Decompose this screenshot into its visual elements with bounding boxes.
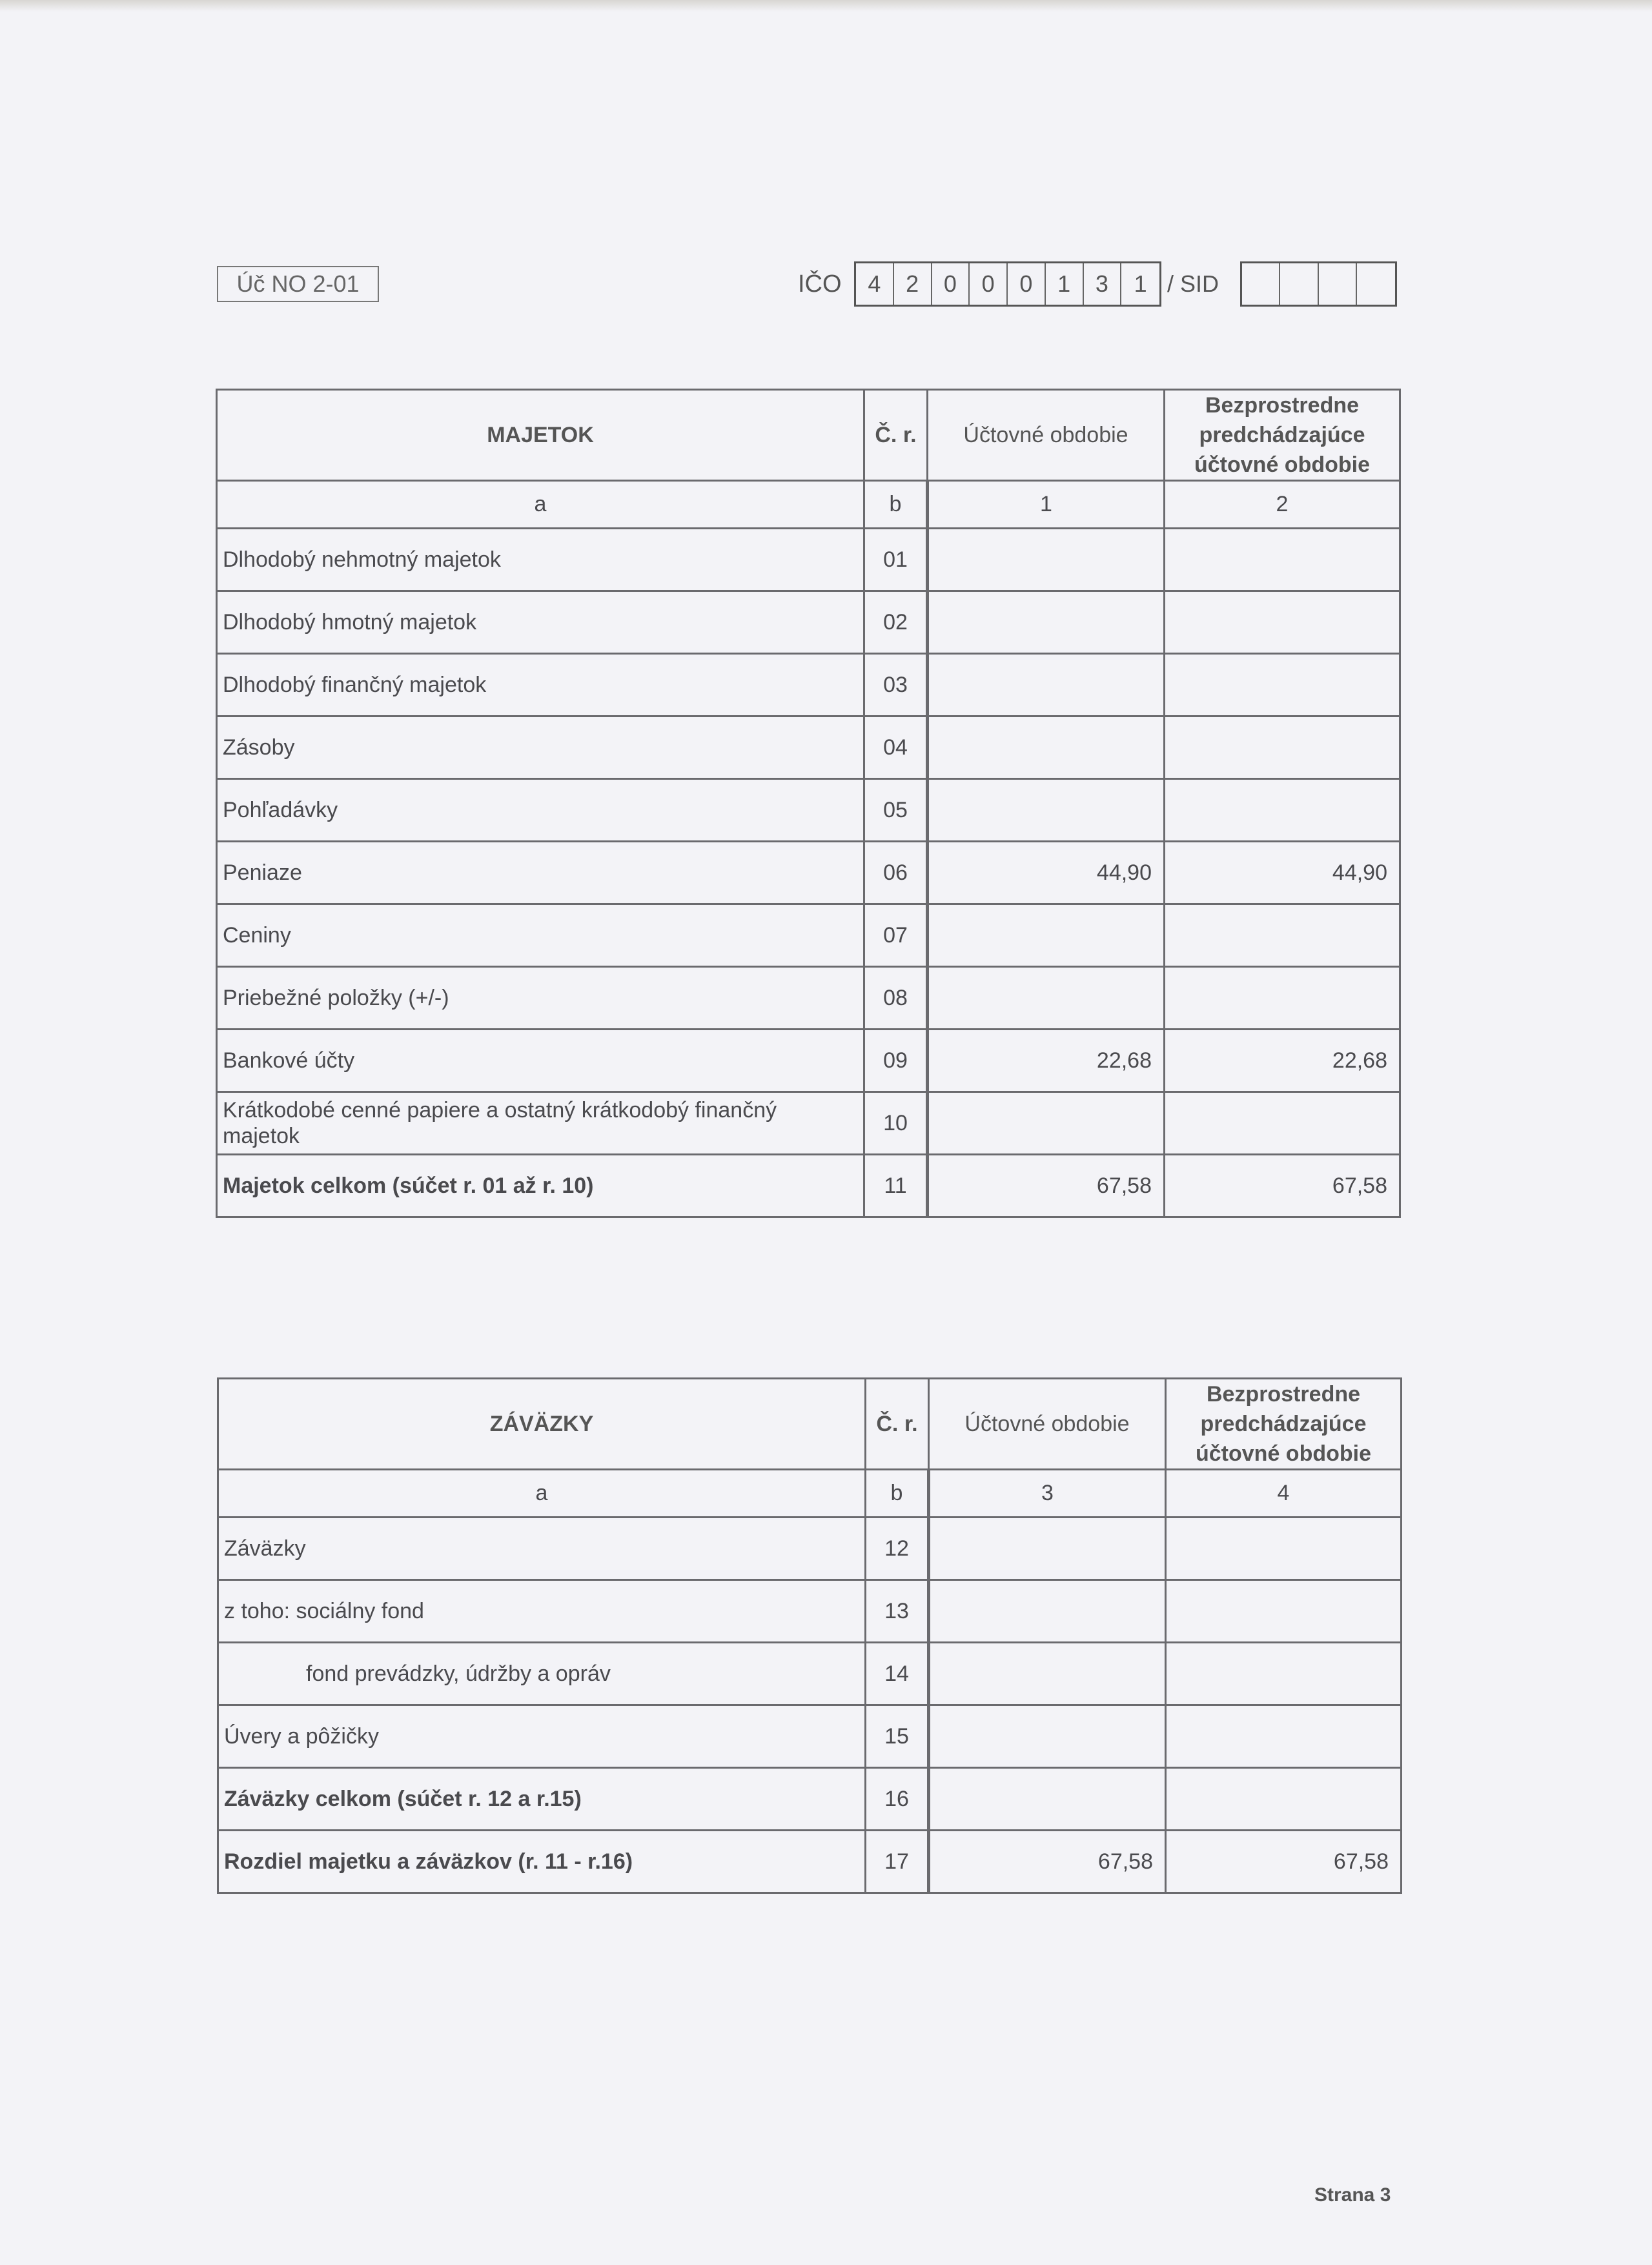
previous-period-value [1166,1705,1402,1768]
header-previous-period: Bezprostredne predchádzajúce účtovné obdobie [1166,1379,1402,1470]
row-number: 14 [866,1643,929,1705]
sid-label: / SID [1167,270,1219,297]
header-majetok: MAJETOK [217,390,864,481]
current-period-value: 44,90 [928,842,1165,904]
row-label: Peniaze [217,842,864,904]
current-period-value [928,591,1165,654]
current-period-value [929,1705,1166,1768]
row-label: Krátkodobé cenné papiere a ostatný krátkodobý finančný majetok [217,1092,864,1155]
letter-3: 3 [929,1470,1166,1518]
table-row [217,1030,1400,1092]
table-row [218,1643,1402,1705]
row-label: Záväzky [218,1518,866,1580]
previous-period-value: 44,90 [1165,842,1400,904]
table-row [217,1155,1400,1217]
ico-digit: 1 [1134,270,1147,297]
current-period-value [928,779,1165,842]
current-period-value [928,904,1165,967]
ico-digit: 3 [1084,263,1122,305]
row-label: Priebežné položky (+/-) [217,967,864,1030]
assets-table [216,389,1401,1218]
previous-period-value [1165,529,1400,591]
current-period-value: 22,68 [928,1030,1165,1092]
previous-period-value [1165,1092,1400,1155]
previous-period-value [1165,967,1400,1030]
previous-period-value [1166,1768,1402,1831]
previous-period-value: 67,58 [1165,1155,1400,1217]
row-number: 07 [864,904,928,967]
header-current-period: Účtovné obdobie [929,1379,1166,1470]
header-row-number: Č. r. [866,1379,929,1470]
page-number: Strana 3 [1314,2184,1391,2206]
row-number: 04 [864,716,928,779]
table-row [217,654,1400,716]
current-period-value: 67,58 [928,1155,1165,1217]
table-row [218,1705,1402,1768]
table-row [217,967,1400,1030]
table-row [217,716,1400,779]
row-number: 15 [866,1705,929,1768]
letter-4: 4 [1166,1470,1402,1518]
current-period-value [928,967,1165,1030]
ico-digit: 0 [970,263,1008,305]
previous-period-value [1166,1518,1402,1580]
previous-period-value: 67,58 [1166,1831,1402,1893]
previous-period-value [1165,654,1400,716]
previous-period-value [1166,1580,1402,1643]
table-row [218,1831,1402,1893]
table-row [218,1768,1402,1831]
letter-a: a [217,481,864,529]
row-label: z toho: sociálny fond [218,1580,866,1643]
row-number: 01 [864,529,928,591]
table-row [217,529,1400,591]
ico-digit: 2 [894,263,932,305]
current-period-value [929,1768,1166,1831]
row-label: Majetok celkom (súčet r. 01 až r. 10) [217,1155,864,1217]
current-period-value [928,716,1165,779]
row-number: 03 [864,654,928,716]
row-number: 17 [866,1831,929,1893]
table-row [217,591,1400,654]
row-number: 11 [864,1155,928,1217]
table-row [217,842,1400,904]
form-code: Úč NO 2-01 [217,266,379,302]
ico-digit: 4 [856,263,894,305]
current-period-value [928,529,1165,591]
header-current-period: Účtovné obdobie [928,390,1165,481]
scan-edge [0,0,1652,12]
letter-b: b [866,1470,929,1518]
row-number: 05 [864,779,928,842]
letter-a: a [218,1470,866,1518]
ico-label: IČO [798,270,842,298]
row-number: 13 [866,1580,929,1643]
current-period-value [929,1518,1166,1580]
row-label: Rozdiel majetku a záväzkov (r. 11 - r.16) [218,1831,866,1893]
header-zavazky: ZÁVÄZKY [218,1379,866,1470]
sid-boxes [1240,261,1397,307]
letter-2: 2 [1165,481,1400,529]
row-number: 06 [864,842,928,904]
row-label: Bankové účty [217,1030,864,1092]
row-number: 16 [866,1768,929,1831]
table-row [217,904,1400,967]
table-row [217,779,1400,842]
table-row [218,1518,1402,1580]
row-number: 09 [864,1030,928,1092]
sid-digit [1242,263,1280,305]
sid-digit [1280,263,1318,305]
header-previous-period: Bezprostredne predchádzajúce účtovné obdobie [1165,390,1400,481]
current-period-value [928,1092,1165,1155]
header-row-number: Č. r. [864,390,928,481]
table-row [217,1092,1400,1155]
previous-period-value [1165,779,1400,842]
table-row [218,1580,1402,1643]
sid-digit [1357,263,1395,305]
row-label: fond prevádzky, údržby a opráv [218,1643,866,1705]
row-label: Pohľadávky [217,779,864,842]
current-period-value [928,654,1165,716]
row-label: Dlhodobý nehmotný majetok [217,529,864,591]
row-label: Dlhodobý finančný majetok [217,654,864,716]
current-period-value: 67,58 [929,1831,1166,1893]
ico-digit: 1 [1046,263,1084,305]
liabilities-table [217,1377,1402,1894]
current-period-value [929,1643,1166,1705]
letter-1: 1 [928,481,1165,529]
previous-period-value: 22,68 [1165,1030,1400,1092]
ico-digit: 0 [932,263,970,305]
previous-period-value [1165,716,1400,779]
letter-b: b [864,481,928,529]
previous-period-value [1165,904,1400,967]
previous-period-value [1166,1643,1402,1705]
row-number: 08 [864,967,928,1030]
ico-boxes [854,261,1161,307]
previous-period-value [1165,591,1400,654]
row-label: Zásoby [217,716,864,779]
row-number: 10 [864,1092,928,1155]
row-label: Dlhodobý hmotný majetok [217,591,864,654]
row-label: Úvery a pôžičky [218,1705,866,1768]
ico-digit: 0 [1008,263,1046,305]
row-number: 12 [866,1518,929,1580]
row-label: Ceniny [217,904,864,967]
current-period-value [929,1580,1166,1643]
sid-digit [1319,263,1357,305]
row-number: 02 [864,591,928,654]
row-label: Záväzky celkom (súčet r. 12 a r.15) [218,1768,866,1831]
